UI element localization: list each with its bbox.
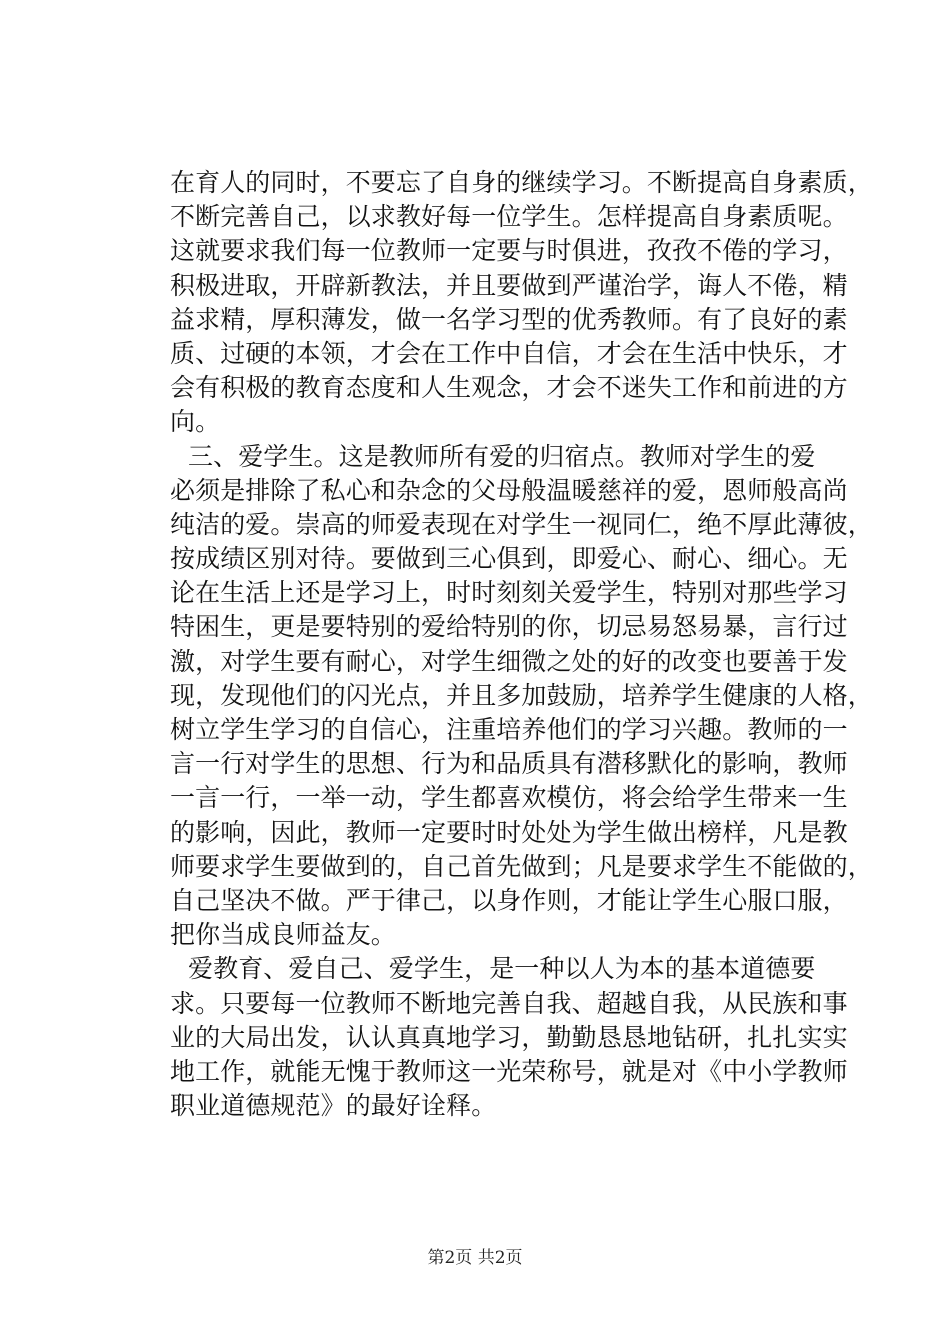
text-line: 地工作，就能无愧于教师这一光荣称号，就是对《中小学教师: [170, 1056, 848, 1086]
text-line: 职业道德规范》的最好诠释。: [170, 1091, 497, 1121]
paragraph-start-line: 爱教育、爱自己、爱学生，是一种以人为本的基本道德要: [188, 954, 816, 984]
text-line: 不断完善自己，以求教好每一位学生。怎样提高自身素质呢。: [170, 202, 848, 232]
text-line: 自己坚决不做。严于律己，以身作则，才能让学生心服口服，: [170, 885, 848, 915]
paragraph-start-line: 三、爱学生。这是教师所有爱的归宿点。教师对学生的爱: [188, 441, 816, 471]
text-line: 求。只要每一位教师不断地完善自我、超越自我，从民族和事: [170, 988, 848, 1018]
text-line: 这就要求我们每一位教师一定要与时俱进，孜孜不倦的学习，: [170, 236, 848, 266]
text-line: 会有积极的教育态度和人生观念，才会不迷失工作和前进的方: [170, 373, 848, 403]
text-line: 特困生，更是要特别的爱给特别的你，切忌易怒易暴，言行过: [170, 612, 848, 642]
text-line: 一言一行，一举一动，学生都喜欢模仿，将会给学生带来一生: [170, 783, 848, 813]
text-line: 现，发现他们的闪光点，并且多加鼓励，培养学生健康的人格，: [170, 680, 873, 710]
body-text: [170, 166, 873, 1123]
text-line: 纯洁的爱。崇高的师爱表现在对学生一视同仁，绝不厚此薄彼，: [170, 509, 873, 539]
text-line: 业的大局出发，认认真真地学习，勤勤恳恳地钻研，扎扎实实: [170, 1022, 848, 1052]
text-line: 把你当成良师益友。: [170, 920, 396, 950]
text-line: 必须是排除了私心和杂念的父母般温暖慈祥的爱，恩师般高尚: [170, 475, 848, 505]
text-line: 质、过硬的本领，才会在工作中自信，才会在生活中快乐，才: [170, 338, 848, 368]
text-line: 按成绩区别对待。要做到三心俱到，即爱心、耐心、细心。无: [170, 544, 848, 574]
text-line: 的影响，因此，教师一定要时时处处为学生做出榜样，凡是教: [170, 817, 848, 847]
text-line: 言一行对学生的思想、行为和品质具有潜移默化的影响，教师: [170, 749, 848, 779]
text-line: 激，对学生要有耐心，对学生细微之处的好的改变也要善于发: [170, 646, 848, 676]
page-number-footer: 第2页 共2页: [427, 1248, 523, 1268]
text-line: 向。: [170, 407, 221, 437]
text-line: 在育人的同时，不要忘了自身的继续学习。不断提高自身素质，: [170, 168, 873, 197]
text-line: 益求精，厚积薄发，做一名学习型的优秀教师。有了良好的素: [170, 304, 848, 334]
text-line: 师要求学生要做到的，自己首先做到；凡是要求学生不能做的，: [170, 851, 873, 881]
text-line: 论在生活上还是学习上，时时刻刻关爱学生，特别对那些学习: [170, 578, 848, 608]
text-line: 树立学生学习的自信心，注重培养他们的学习兴趣。教师的一: [170, 715, 848, 744]
text-line: 积极进取，开辟新教法，并且要做到严谨治学，诲人不倦，精: [170, 270, 848, 300]
